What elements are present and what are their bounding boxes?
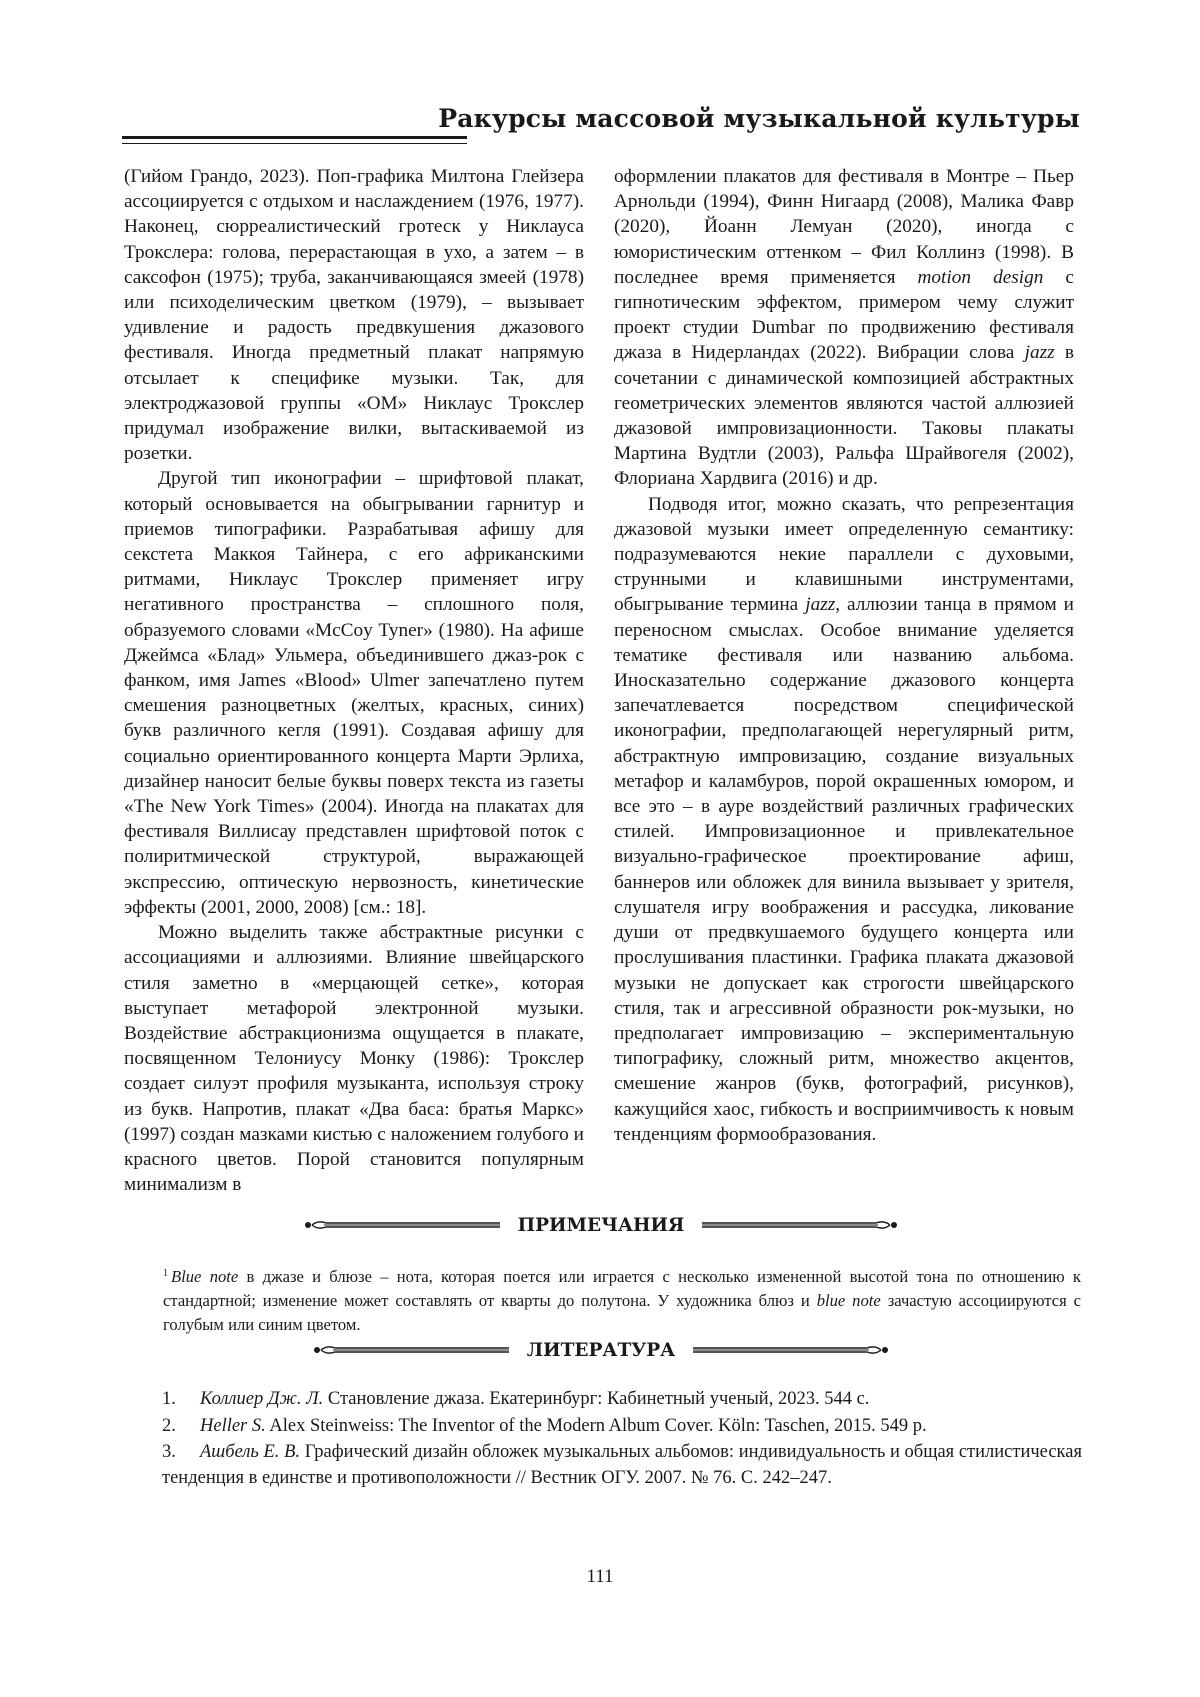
italic-term: jazz — [1024, 342, 1055, 364]
right-ornament-icon — [698, 1218, 898, 1232]
text-run: Подводя итог, можно сказать, что репрезентация джазовой музыки имеет определенную семантику: подразумеваются некие параллели с духовыми, струнными и клавишными инструментами, обыгрывание термина — [614, 493, 1074, 616]
left-paragraph-2: Другой тип иконографии – шрифтовой плакат, который основывается на обыгрывании гарнитур и приемов типографики. Разрабатывая афишу для секстета Маккоя Тайнера, с его африканскими ритмами, Никлаус Трокслер применяет игру негативного пространства – сплошного поля, образуемого словами «McCoy Tyner» (1980). На афише Джеймса «Блад» Ульмера, объединившего джаз-рок с фанком, имя James «Blood» Ulmer запечатлено путем смешения разноцветных (желтых, красных, синих) букв различного кегля (1991). Создавая афишу для социально ориентированного концерта Марти Эрлиха, дизайнер наносит белые буквы поверх текста из газеты «The New York Times» (2004). Иногда на плакатах для фестиваля Виллисау представлен шрифтовой поток с полиритмической структурой, выражающей экспрессию, оптическую нервозность, кинетические эффекты (2001, 2000, 2008) [см.: 18]. — [124, 468, 584, 918]
reference-item — [162, 1414, 1082, 1440]
references-section-heading — [122, 1337, 1080, 1363]
italic-term: motion design — [917, 266, 1044, 288]
left-ornament-icon — [304, 1218, 504, 1232]
italic-term: jazz — [805, 594, 836, 616]
reference-item — [162, 1387, 1082, 1413]
references-title: ЛИТЕРАТУРА — [526, 1339, 676, 1361]
notes-title: ПРИМЕЧАНИЯ — [517, 1214, 685, 1236]
right-paragraph-2 — [614, 492, 1074, 1147]
footnote — [163, 1262, 1081, 1337]
notes-section-heading — [122, 1212, 1080, 1238]
left-paragraph-3: Можно выделить также абстрактные рисунки с ассоциациями и аллюзиями. Влияние швейцарского стиля заметно в «мерцающей сетке», которая выступает метафорой электронной музыки. Воздействие абстракционизма ощущается в плакате, посвященном Телониусу Монку (1986): Трокслер создает силуэт профиля музыканта, используя строку из букв. Напротив, плакат «Два баса: братья Маркс» (1997) создан мазками кистью с наложением голубого и красного цветов. Порой становится популярным минимализм в — [124, 922, 584, 1196]
header-double-rule — [122, 136, 467, 144]
text-run: зачастую ассоциируются с голубым или синим цветом. — [163, 1291, 1082, 1334]
reference-text: Становление джаза. Екатеринбург: Кабинетный ученый, 2023. 544 с. — [323, 1389, 870, 1409]
reference-author: Коллиер Дж. Л. — [200, 1389, 324, 1409]
reference-item — [162, 1440, 1082, 1491]
references-list — [162, 1387, 1082, 1492]
reference-author: Heller S. — [200, 1415, 266, 1436]
right-ornament-icon — [689, 1343, 889, 1357]
page-number: 111 — [586, 1566, 614, 1587]
text-run: с гипнотическим эффектом, примером чему служит проект студии Dumbar по продвижению фестиваля джаза в Нидерландах (2022). Вибрации слова — [614, 266, 1074, 364]
right-paragraph-1 — [614, 164, 1074, 492]
reference-number: 1. — [162, 1389, 176, 1409]
text-run: в сочетании с динамической композицией абстрактных геометрических элементов являются частой аллюзией джазовой импровизационности. Таковы плакаты Мартина Вудтли (2003), Ральфа Шрайвогеля (2002), Флориана Хардвига (2016) и др. — [614, 342, 1074, 490]
footnote-marker: 1 — [163, 1268, 168, 1279]
text-run: оформлении плакатов для фестиваля в Монтре – Пьер Арнольди (1994), Финн Нигаард (2008), Малика Фавр (2020), Йоанн Лемуан (2020), иногда с юмористическим оттенком – Фил Коллинз (1998). В последнее время применяется — [614, 166, 1074, 288]
running-header — [122, 104, 1080, 146]
reference-text: Alex Steinweiss: The Inventor of the Modern Album Cover. Köln: Taschen, 2015. 549 p. — [265, 1415, 927, 1436]
reference-number: 3. — [162, 1442, 176, 1462]
reference-text: Графический дизайн обложек музыкальных альбомов: индивидуальность и общая стилистическая тенденция в единстве и противоположности // Вестник ОГУ. 2007. № 76. С. 242–247. — [162, 1442, 1082, 1488]
text-run: в джазе и блюзе – нота, которая поется или играется с несколько измененной высотой тона по отношению к стандартной; изменение может составлять от кварты до полутона. У художника блюз и — [163, 1267, 1081, 1310]
right-column — [614, 164, 1074, 1204]
reference-number: 2. — [162, 1415, 176, 1436]
running-header-title: Ракурсы массовой музыкальной культуры — [438, 104, 1080, 133]
left-ornament-icon — [313, 1343, 513, 1357]
left-column — [124, 164, 584, 1204]
text-run: , аллюзии танца в прямом и переносном смыслах. Особое внимание уделяется тематике фестиваля или названию альбома. Иносказательно содержание джазового концерта запечатлевается посредством специфической иконографии, предполагающей нерегулярный ритм, абстрактную импровизацию, создание визуальных метафор и каламбуров, порой окрашенных юмором, и все это – в ауре воздействий различных графических стилей. Импровизационное и привлекательное визуально-графическое проектирование афиш, баннеров или обложек для винила вызывает у зрителя, слушателя игру воображения и рассудка, ликование души от предвкушаемого будущего концерта или прослушивания пластинки. Графика плаката джазовой музыки не допускает как строгости швейцарского стиля, так и агрессивной образности рок-музыки, но предполагает импровизацию – экспериментальную типографику, сложный ритм, множество акцентов, смешение жанров (букв, фотографий, рисунков), кажущийся хаос, гибкость и восприимчивость к новым тенденциям формообразования. — [614, 594, 1074, 1145]
italic-term: blue note — [816, 1291, 881, 1310]
reference-author: Ашбель Е. В. — [200, 1442, 301, 1462]
italic-term: Blue note — [171, 1267, 239, 1286]
left-paragraph-1: (Гийом Грандо, 2023). Поп-графика Милтона Глейзера ассоциируется с отдыхом и наслаждением (1976, 1977). Наконец, сюрреалистический гротеск у Никлауса Трокслера: голова, перерастающая в ухо, а затем – в саксофон (1975); труба, заканчивающаяся змеей (1978) или психоделическим цветком (1979), – вызывает удивление и радость предвкушения джазового фестиваля. Иногда предметный плакат напрямую отсылает к специфике музыки. Так, для электроджазовой группы «ОМ» Никлаус Трокслер придумал изображение вилки, вытаскиваемой из розетки. — [124, 166, 584, 465]
